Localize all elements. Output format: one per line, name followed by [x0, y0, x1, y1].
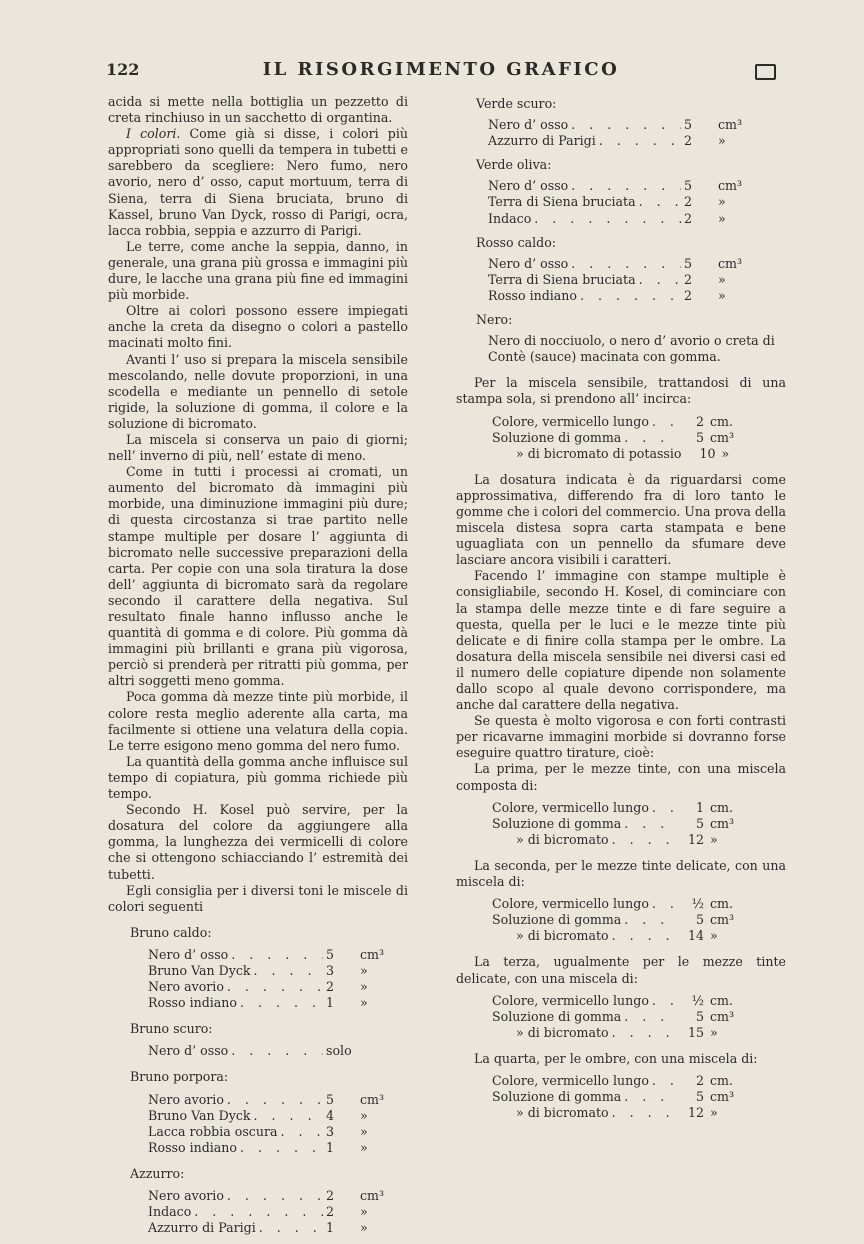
unit: » — [360, 1139, 368, 1155]
ingredient-name: Terra di Siena bruciata — [488, 271, 636, 287]
recipe-row — [488, 256, 744, 272]
ingredient-name: » di bicromato — [516, 1024, 609, 1040]
ingredient-name: Nero d’ osso — [488, 255, 569, 271]
unit: cm. — [710, 1072, 733, 1088]
recipe-row — [492, 430, 744, 446]
quantity: 2 — [695, 1072, 704, 1088]
paragraph: Egli consiglia per i diversi toni le miscele di colori seguenti — [108, 882, 408, 914]
paragraph: La quantità della gomma anche influisce sul tempo di copiatura, più gomma richiede più tempo. — [108, 753, 408, 802]
quantity: 2 — [684, 133, 693, 149]
quantity: 1 — [326, 1139, 335, 1155]
unit: cm³ — [710, 1008, 735, 1024]
steps — [456, 761, 786, 1121]
recipe-list — [148, 1188, 386, 1236]
paragraph: Come in tutti i processi ai cromati, un aumento del bicromato dà immagini più morbide, una diminuzione immagini più dure; di questa circostanza si trae partito nelle stampe multiple per dosare l’ aggiunta di bicromato nelle successive preparazioni della carta. Per copie con una sola tiratura la dose dell’ aggiunta di bicromato sarà da regolare secondo il carattere della negativa. Sul resultato finale hanno influsso anche le quantità di gomma e di colore. Più gomma dà immagini più brillanti e grana più vigorosa, perciò si prenderà per ritratti più gomma, per altri soggetti meno gomma. — [108, 464, 408, 689]
unit: » — [718, 210, 726, 226]
recipe-list — [148, 1092, 386, 1156]
ingredient-name: Indaco — [488, 210, 532, 226]
ingredient-name: Soluzione di gomma — [492, 912, 622, 928]
paragraph: Per la miscela sensibile, trattandosi di una stampa sola, si prendono all’ incirca: — [456, 375, 786, 407]
leader-dots — [571, 178, 681, 194]
unit: cm³ — [360, 1091, 385, 1107]
quantity: 10 — [699, 445, 716, 461]
recipe-row — [148, 1188, 386, 1204]
ingredient-name: Soluzione di gomma — [492, 815, 622, 831]
ingredient-name: Rosso indiano — [148, 995, 238, 1011]
recipe-row — [492, 1073, 744, 1089]
paragraph: Le terre, come anche la seppia, danno, in generale, una grana più grossa e immagini più dure, le lacche una grana più fine ed immagini più morbide. — [108, 238, 408, 303]
paragraph: La seconda, per le mezze tinte delicate, con una miscela di: — [456, 857, 786, 890]
unit: » — [360, 962, 368, 978]
recipe-title: Verde scuro: — [476, 96, 557, 111]
ingredient-name: Colore, vermicello lungo — [492, 992, 649, 1008]
leader-dots — [231, 947, 323, 963]
box-icon — [755, 64, 776, 80]
recipe-row — [488, 288, 744, 304]
quantity: 2 — [684, 271, 693, 287]
unit: » — [718, 133, 726, 149]
unit: » — [360, 979, 368, 995]
recipe-row — [492, 928, 744, 944]
leader-dots — [612, 832, 673, 848]
mix-table — [492, 800, 744, 848]
right-recipes — [456, 96, 786, 304]
ingredient-name: Colore, vermicello lungo — [492, 896, 649, 912]
quantity: 3 — [326, 962, 335, 978]
leader-dots — [580, 288, 681, 304]
ingredient-name: » di bicromato — [516, 831, 609, 847]
leader-dots — [624, 430, 673, 446]
quantity: 1 — [695, 799, 704, 815]
paragraph-colori — [108, 126, 408, 239]
quantity: 1 — [326, 1220, 335, 1236]
ingredient-name: Nero d’ osso — [148, 946, 229, 962]
unit: cm³ — [710, 912, 735, 928]
italic-lead: I colori. — [126, 126, 181, 142]
ingredient-name: Nero avorio — [148, 1188, 224, 1203]
quantity: 2 — [684, 210, 693, 226]
recipe-title: Bruno porpora: — [130, 1069, 229, 1085]
unit: cm³ — [718, 117, 743, 133]
ingredient-name: Colore, vermicello lungo — [492, 799, 649, 815]
paragraph: La quarta, per le ombre, con una miscela di: — [474, 1050, 758, 1066]
leader-dots — [227, 1092, 323, 1108]
unit: » — [710, 1105, 718, 1121]
recipe-title: Bruno caldo: — [130, 924, 212, 940]
leader-dots — [240, 995, 323, 1011]
recipe-row — [492, 896, 744, 912]
recipe-row — [492, 1009, 744, 1025]
recipe-row — [488, 178, 744, 194]
leader-dots — [599, 133, 681, 149]
unit: cm³ — [710, 815, 735, 831]
leader-dots — [240, 1140, 323, 1156]
unit: » — [710, 831, 718, 847]
unit: » — [360, 995, 368, 1011]
recipe-row — [492, 446, 744, 462]
ingredient-name: Terra di Siena bruciata — [488, 194, 636, 210]
leader-dots — [624, 912, 673, 928]
recipe-row — [492, 1089, 744, 1105]
mix-table — [492, 414, 744, 462]
recipe-row — [148, 1140, 386, 1156]
paragraph: Secondo H. Kosel può servire, per la dosatura del colore da aggiungere alla gomma, la lunghezza dei vermicelli di colore che si ottengono schiacciando l’ estremità dei tubetti. — [108, 802, 408, 882]
ingredient-name: » di bicromato — [516, 1105, 609, 1121]
paragraph: Oltre ai colori possono essere impiegati anche la creta da disegno o colori a pastello macinati molto fini. — [108, 303, 408, 351]
leader-dots — [571, 256, 681, 272]
leader-dots — [231, 1043, 323, 1059]
ingredient-name: Nero d’ osso — [148, 1043, 229, 1059]
leader-dots — [612, 928, 673, 944]
ingredient-name: Soluzione di gomma — [492, 1089, 622, 1105]
ingredient-name: Soluzione di gomma — [492, 429, 622, 445]
recipe-row — [492, 993, 744, 1009]
recipe-title: Rosso caldo: — [476, 234, 557, 250]
leader-dots — [259, 1220, 323, 1236]
ingredient-name: Rosso indiano — [148, 1139, 238, 1155]
recipe-row — [148, 1092, 386, 1108]
unit: cm³ — [710, 1089, 735, 1105]
quantity: ½ — [691, 896, 704, 912]
quantity: 5 — [326, 946, 335, 962]
ingredient-name: » di bicromato di potassio — [516, 445, 682, 461]
ingredient-name: Rosso indiano — [488, 287, 578, 303]
ingredient-name: Azzurro di Parigi — [148, 1220, 256, 1236]
recipe-row — [492, 414, 744, 430]
recipe-row — [488, 194, 744, 210]
unit: cm³ — [718, 178, 743, 194]
ingredient-name: Colore, vermicello lungo — [492, 413, 649, 429]
recipe-row — [488, 211, 744, 227]
unit: cm³ — [710, 429, 735, 445]
recipe-row — [492, 816, 744, 832]
paragraph: La prima, per le mezze tinte, con una miscela composta di: — [456, 761, 786, 793]
quantity: 5 — [695, 1008, 704, 1024]
unit: cm. — [710, 992, 733, 1008]
quantity: 1 — [326, 995, 335, 1011]
unit: cm. — [710, 896, 733, 912]
paragraph: acida si mette nella bottiglia un pezzetto di creta rinchiuso in un sacchetto di organtina. — [108, 94, 408, 126]
running-header — [106, 56, 776, 86]
recipe-row — [148, 979, 386, 995]
quantity: 2 — [695, 413, 704, 429]
ingredient-name: Nero d’ osso — [488, 178, 569, 194]
leader-dots — [652, 1073, 673, 1089]
quantity: 14 — [687, 928, 704, 944]
quantity: 2 — [684, 194, 693, 210]
leader-dots — [254, 963, 323, 979]
ingredient-name: Bruno Van Dyck — [148, 1107, 251, 1123]
recipe-row — [492, 832, 744, 848]
recipe-row — [492, 1105, 744, 1121]
unit: cm. — [710, 799, 733, 815]
ingredient-name: Soluzione di gomma — [492, 1008, 622, 1024]
recipe-row — [492, 1025, 744, 1041]
leader-dots — [534, 211, 681, 227]
recipe-row — [148, 1124, 386, 1140]
unit: » — [718, 194, 726, 210]
recipe-list — [148, 947, 386, 1011]
mix-table — [492, 1073, 744, 1121]
leader-dots — [624, 1009, 673, 1025]
recipe-title: Azzurro: — [130, 1165, 185, 1181]
unit: » — [360, 1204, 368, 1220]
recipe-row — [148, 963, 386, 979]
recipe-list — [488, 256, 744, 304]
leader-dots — [612, 1105, 673, 1121]
unit: cm³ — [360, 1188, 385, 1203]
unit: » — [360, 1123, 368, 1139]
leader-dots — [227, 1188, 323, 1204]
unit: » — [718, 287, 726, 303]
leader-dots — [254, 1108, 323, 1124]
leader-dots — [194, 1204, 323, 1220]
recipe-row — [148, 1108, 386, 1124]
nero-note: Nero di nocciuolo, o nero d’ avorio o creta di Contè (sauce) macinata con gomma. — [488, 333, 775, 365]
recipe-row — [148, 1204, 386, 1220]
recipe-title: Verde oliva: — [476, 157, 552, 173]
quantity: 3 — [326, 1123, 335, 1139]
mix-table — [492, 896, 744, 944]
recipe-row — [148, 947, 386, 963]
recipe-row — [148, 995, 386, 1011]
unit: » — [710, 1024, 718, 1040]
quantity: 5 — [684, 178, 693, 194]
quantity: 2 — [326, 1188, 335, 1203]
quantity: 2 — [684, 287, 693, 303]
unit: cm³ — [360, 946, 385, 962]
paragraph: Avanti l’ uso si prepara la miscela sensibile mescolando, nelle dovute proporzioni, in una scodella e mediante un pennello di setole rigide, la soluzione di gomma, il colore e la soluzione di bicromato. — [108, 351, 408, 431]
right-column — [456, 94, 786, 1131]
quantity: 2 — [326, 979, 335, 995]
running-title: IL RISORGIMENTO GRAFICO — [262, 59, 620, 80]
paragraph: Se questa è molto vigorosa e con forti contrasti per ricavarne immagini morbide si dovranno forse eseguire quattro tirature, cioè: — [456, 713, 786, 761]
quantity: solo — [326, 1043, 352, 1059]
quantity: ½ — [691, 992, 704, 1008]
mix-table — [492, 993, 744, 1041]
leader-dots — [624, 816, 673, 832]
ingredient-name: » di bicromato — [516, 928, 609, 944]
quantity: 5 — [695, 429, 704, 445]
recipe-title: Bruno scuro: — [130, 1021, 213, 1037]
paragraph: Facendo l’ immagine con stampe multiple è consigliabile, secondo H. Kosel, di cominciare con la stampa delle mezze tinte e di fare seguire a questa, quella per le luci e le mezze tinte più delicate e di finire colla stampa per le ombre. La dosatura della miscela sensibile nei diversi casi ed il numero delle copiature dipende non solamente dallo scopo al quale devono corrispondere, ma anche dal carattere della negativa. — [456, 568, 786, 713]
leader-dots — [227, 979, 323, 995]
paragraph: Poca gomma dà mezze tinte più morbide, il colore resta meglio aderente alla carta, ma facilmente si ottiene una velatura della copia. Le terre esigono meno gomma del nero fumo. — [108, 689, 408, 753]
quantity: 2 — [326, 1204, 335, 1220]
leader-dots — [639, 194, 681, 210]
quantity: 15 — [687, 1024, 704, 1040]
leader-dots — [281, 1124, 324, 1140]
recipe-row — [148, 1220, 386, 1236]
quantity: 12 — [687, 831, 704, 847]
paragraph: La miscela si conserva un paio di giorni; nell’ inverno di più, nell’ estate di meno. — [108, 431, 408, 464]
left-recipes — [108, 925, 408, 1237]
quantity: 5 — [695, 912, 704, 928]
leader-dots — [652, 993, 673, 1009]
ingredient-name: Nero avorio — [148, 979, 224, 995]
ingredient-name: Azzurro di Parigi — [488, 133, 596, 149]
unit: » — [718, 271, 726, 287]
unit: » — [721, 445, 730, 461]
recipe-row — [148, 1043, 386, 1059]
leader-dots — [652, 896, 673, 912]
ingredient-name: Lacca robbia oscura — [148, 1123, 278, 1139]
left-column — [108, 94, 408, 1244]
unit: cm³ — [718, 255, 743, 271]
unit: cm. — [710, 413, 733, 429]
quantity: 5 — [684, 255, 693, 271]
recipe-row — [488, 133, 744, 149]
ingredient-name: Bruno Van Dyck — [148, 962, 251, 978]
ingredient-name: Colore, vermicello lungo — [492, 1072, 649, 1088]
leader-dots — [639, 272, 681, 288]
quantity: 4 — [326, 1107, 335, 1123]
ingredient-name: Nero avorio — [148, 1091, 224, 1107]
leader-dots — [624, 1089, 673, 1105]
recipe-row — [492, 912, 744, 928]
quantity: 5 — [695, 815, 704, 831]
paragraph: La terza, ugualmente per le mezze tinte delicate, con una miscela di: — [456, 954, 786, 986]
recipe-row — [488, 272, 744, 288]
page-number: 122 — [106, 60, 140, 79]
unit: » — [710, 928, 718, 944]
quantity: 5 — [326, 1091, 335, 1107]
unit: » — [360, 1220, 368, 1236]
recipe-list — [148, 1043, 386, 1059]
unit: » — [360, 1107, 368, 1123]
recipe-row — [492, 800, 744, 816]
ingredient-name: Nero d’ osso — [488, 117, 569, 133]
leader-dots — [612, 1025, 673, 1041]
quantity: 5 — [695, 1089, 704, 1105]
paragraph-colori-text: Come già si disse, i colori più appropriati sono quelli da tempera in tubetti e sarebbero da scegliere: Nero fumo, nero avorio, nero d’ osso, caput mortuum, terra di Siena, terra di Siena bruciata, bruno di Kassel, bruno Van Dyck, rosso di Parigi, ocra, lacca robbia, seppia e azzurro di Parigi. — [108, 126, 408, 238]
leader-dots — [652, 800, 673, 816]
recipe-list — [488, 117, 744, 149]
quantity: 5 — [684, 117, 693, 133]
quantity: 12 — [687, 1105, 704, 1121]
recipe-title: Nero: — [476, 312, 513, 328]
ingredient-name: Indaco — [148, 1204, 192, 1220]
leader-dots — [652, 414, 673, 430]
recipe-row — [488, 117, 744, 133]
paragraph: La dosatura indicata è da riguardarsi come approssimativa, differendo fra di loro tanto le gomme che i colori del commercio. Una prova della miscela distesa sopra carta stampata e bene uguagliata con un pennello da sfumare deve lasciare ancora visibili i caratteri. — [456, 471, 786, 568]
recipe-list — [488, 178, 744, 226]
leader-dots — [571, 117, 681, 133]
